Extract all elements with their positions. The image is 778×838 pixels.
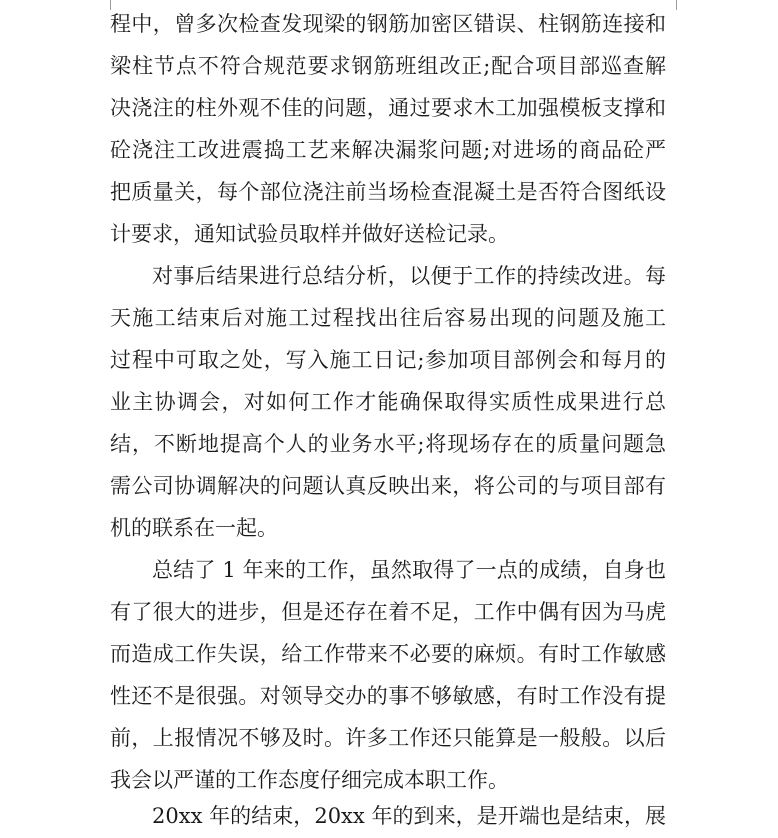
text-line: 天施工结束后对施工过程找出往后容易出现的问题及施工: [110, 306, 666, 330]
text-line: 我会以严谨的工作态度仔细完成本职工作。: [110, 768, 509, 792]
text-line: 过程中可取之处，写入施工日记;参加项目部例会和每月的: [110, 348, 666, 372]
text-line: 而造成工作失误，给工作带来不必要的麻烦。有时工作敏感: [110, 642, 666, 666]
text-line: 计要求，通知试验员取样并做好送检记录。: [110, 222, 509, 246]
text-line: 业主协调会，对如何工作才能确保取得实质性成果进行总: [110, 390, 666, 414]
text-line: 机的联系在一起。: [110, 516, 278, 540]
margin-corner-mark-right: [676, 0, 687, 10]
text-line: 总结了 1 年来的工作，虽然取得了一点的成绩，自身也: [152, 558, 666, 582]
text-line: 结，不断地提高个人的业务水平;将现场存在的质量问题急: [110, 432, 666, 456]
text-line: 决浇注的柱外观不佳的问题，通过要求木工加强模板支撑和: [110, 96, 666, 120]
text-line: 梁柱节点不符合规范要求钢筋班组改正;配合项目部巡查解: [110, 54, 666, 78]
text-line: 性还不是很强。对领导交办的事不够敏感，有时工作没有提: [110, 684, 666, 708]
text-line: 20xx 年的结束，20xx 年的到来，是开端也是结束，展: [152, 804, 666, 828]
text-line: 程中，曾多次检查发现梁的钢筋加密区错误、柱钢筋连接和: [110, 12, 666, 36]
text-line: 有了很大的进步，但是还存在着不足，工作中偶有因为马虎: [110, 600, 666, 624]
text-line: 把质量关，每个部位浇注前当场检查混凝土是否符合图纸设: [110, 180, 666, 204]
text-line: 砼浇注工改进震捣工艺来解决漏浆问题;对进场的商品砼严: [110, 138, 666, 162]
text-line: 前，上报情况不够及时。许多工作还只能算是一般般。以后: [110, 726, 666, 750]
text-line: 对事后结果进行总结分析，以便于工作的持续改进。每: [152, 264, 666, 288]
text-line: 需公司协调解决的问题认真反映出来，将公司的与项目部有: [110, 474, 666, 498]
